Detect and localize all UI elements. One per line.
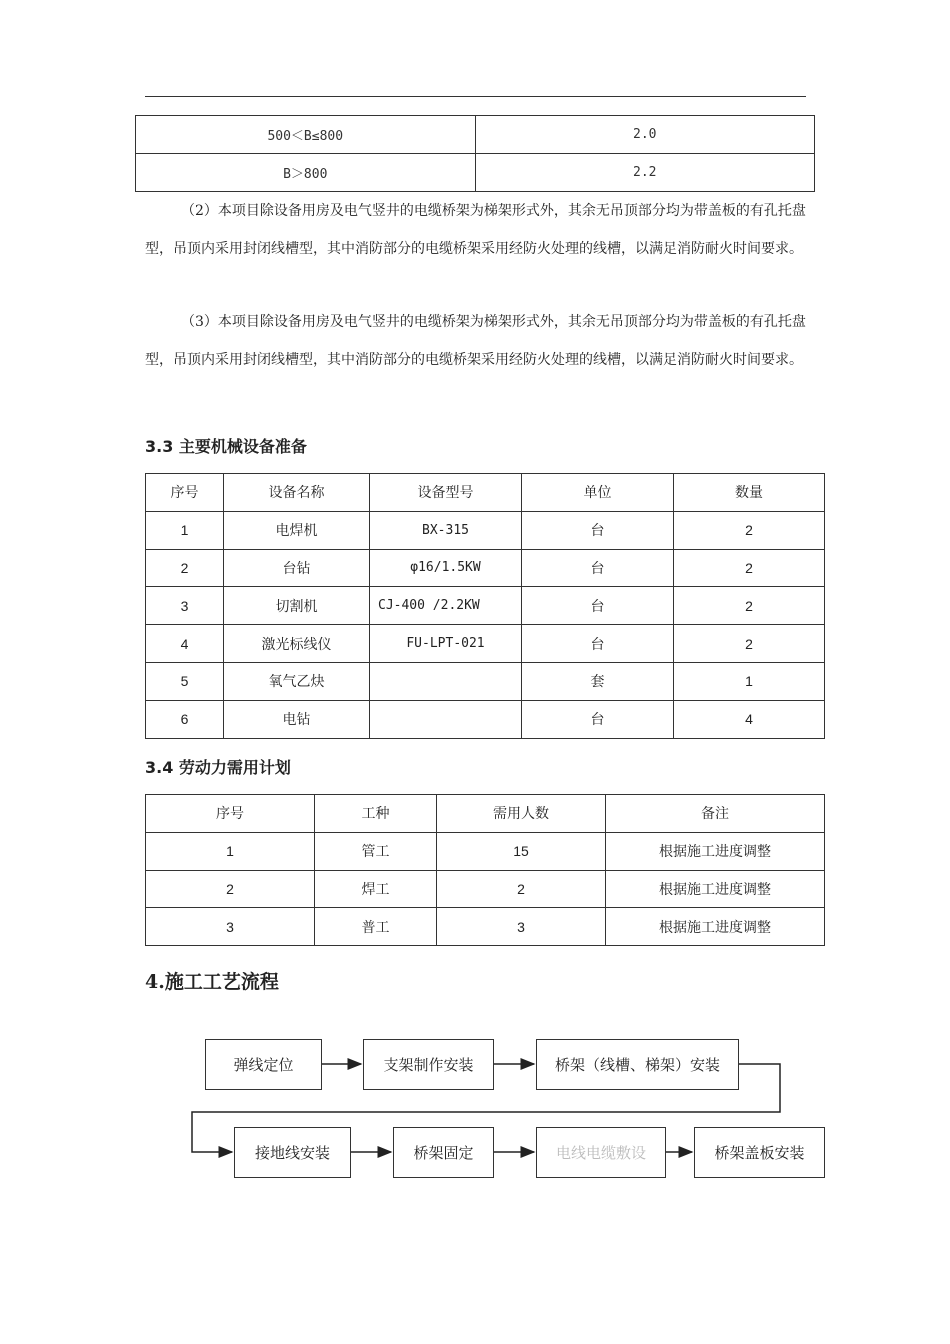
header-cell: 需用人数 <box>437 795 606 833</box>
header-cell: 序号 <box>146 795 315 833</box>
no-cell: 4 <box>146 625 224 663</box>
qty-cell: 2 <box>674 625 825 663</box>
model-cell: BX-315 <box>370 511 522 549</box>
note-cell: 根据施工进度调整 <box>606 870 825 908</box>
no-cell: 5 <box>146 662 224 700</box>
value-cell: 2.0 <box>475 116 815 154</box>
count-cell: 3 <box>437 908 606 946</box>
unit-cell: 台 <box>522 511 674 549</box>
flow-step-6: 电线电缆敷设 <box>536 1127 666 1178</box>
model-cell: φ16/1.5KW <box>370 549 522 587</box>
header-cell: 序号 <box>146 474 224 512</box>
unit-cell: 台 <box>522 625 674 663</box>
name-cell: 台钻 <box>224 549 370 587</box>
flow-step-4: 接地线安装 <box>234 1127 351 1178</box>
flow-step-2: 支架制作安装 <box>363 1039 494 1090</box>
qty-cell: 2 <box>674 549 825 587</box>
trade-cell: 管工 <box>315 832 437 870</box>
name-cell: 氧气乙炔 <box>224 662 370 700</box>
name-cell: 切割机 <box>224 587 370 625</box>
value-cell: 2.2 <box>475 154 815 192</box>
paragraph-2: （2）本项目除设备用房及电气竖井的电缆桥架为梯架形式外，其余无吊顶部分均为带盖板的有孔托盘型，吊顶内采用封闭线槽型，其中消防部分的电缆桥架采用经防火处理的线槽，以满足消防耐火时间要求。 <box>145 203 806 257</box>
unit-cell: 台 <box>522 700 674 738</box>
model-cell: FU-LPT-021 <box>370 625 522 663</box>
no-cell: 1 <box>146 832 315 870</box>
no-cell: 3 <box>146 587 224 625</box>
header-cell: 设备名称 <box>224 474 370 512</box>
unit-cell: 台 <box>522 549 674 587</box>
flow-step-7: 桥架盖板安装 <box>694 1127 825 1178</box>
flow-step-5: 桥架固定 <box>393 1127 494 1178</box>
range-cell: B＞800 <box>136 154 476 192</box>
count-cell: 2 <box>437 870 606 908</box>
count-cell: 15 <box>437 832 606 870</box>
qty-cell: 2 <box>674 511 825 549</box>
section-3-4-heading: 3.4 劳动力需用计划 <box>145 758 291 777</box>
unit-cell: 套 <box>522 662 674 700</box>
trade-cell: 普工 <box>315 908 437 946</box>
section-4-heading: 4.施工工艺流程 <box>145 971 279 993</box>
no-cell: 3 <box>146 908 315 946</box>
name-cell: 电焊机 <box>224 511 370 549</box>
no-cell: 2 <box>146 870 315 908</box>
name-cell: 电钻 <box>224 700 370 738</box>
header-cell: 设备型号 <box>370 474 522 512</box>
qty-cell: 1 <box>674 662 825 700</box>
section-3-3-heading: 3.3 主要机械设备准备 <box>145 437 307 456</box>
no-cell: 1 <box>146 511 224 549</box>
qty-cell: 2 <box>674 587 825 625</box>
qty-cell: 4 <box>674 700 825 738</box>
paragraph-3: （3）本项目除设备用房及电气竖井的电缆桥架为梯架形式外，其余无吊顶部分均为带盖板的有孔托盘型，吊顶内采用封闭线槽型，其中消防部分的电缆桥架采用经防火处理的线槽，以满足消防耐火时间要求。 <box>145 314 806 368</box>
header-cell: 备注 <box>606 795 825 833</box>
range-cell: 500＜B≤800 <box>136 116 476 154</box>
header-cell: 工种 <box>315 795 437 833</box>
no-cell: 6 <box>146 700 224 738</box>
header-cell: 单位 <box>522 474 674 512</box>
no-cell: 2 <box>146 549 224 587</box>
flow-step-1: 弹线定位 <box>205 1039 322 1090</box>
header-cell: 数量 <box>674 474 825 512</box>
note-cell: 根据施工进度调整 <box>606 908 825 946</box>
flow-step-3: 桥架（线槽、梯架）安装 <box>536 1039 739 1090</box>
model-cell: CJ-400 /2.2KW <box>370 587 522 625</box>
name-cell: 激光标线仪 <box>224 625 370 663</box>
unit-cell: 台 <box>522 587 674 625</box>
note-cell: 根据施工进度调整 <box>606 832 825 870</box>
trade-cell: 焊工 <box>315 870 437 908</box>
